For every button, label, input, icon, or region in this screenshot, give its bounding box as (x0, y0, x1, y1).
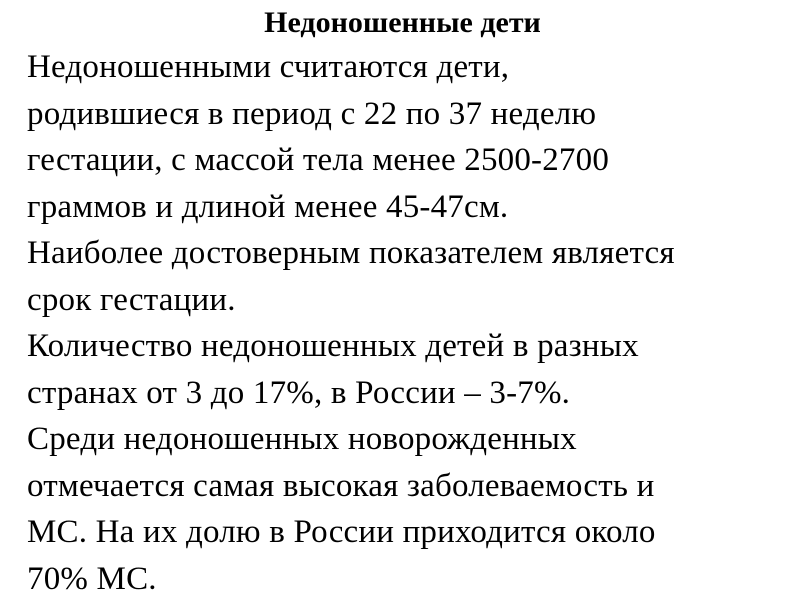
body-line: Количество недоношенных детей в разных (27, 328, 639, 364)
body-line: Недоношенными считаются дети, (27, 49, 510, 85)
body-line: странах от 3 до 17%, в России – 3-7%. (27, 374, 571, 411)
body-line: 70% МС. (27, 560, 157, 597)
body-line: отмечается самая высокая заболеваемость и (27, 467, 655, 504)
body-line: гестации, с массой тела менее 2500-2700 (27, 142, 610, 178)
slide-title: Недоношенные дети (264, 6, 541, 39)
slide-body-text (27, 44, 778, 600)
body-line: родившиеся в период с 22 по 37 неделю (27, 95, 597, 132)
body-line: граммов и длиной менее 45-47см. (27, 188, 509, 225)
body-line: Наиболее достоверным показателем является (27, 235, 675, 271)
body-line: Среди недоношенных новорожденных (27, 421, 577, 457)
body-line: МС. На их долю в России приходится около (27, 514, 656, 550)
body-line: срок гестации. (27, 281, 236, 318)
